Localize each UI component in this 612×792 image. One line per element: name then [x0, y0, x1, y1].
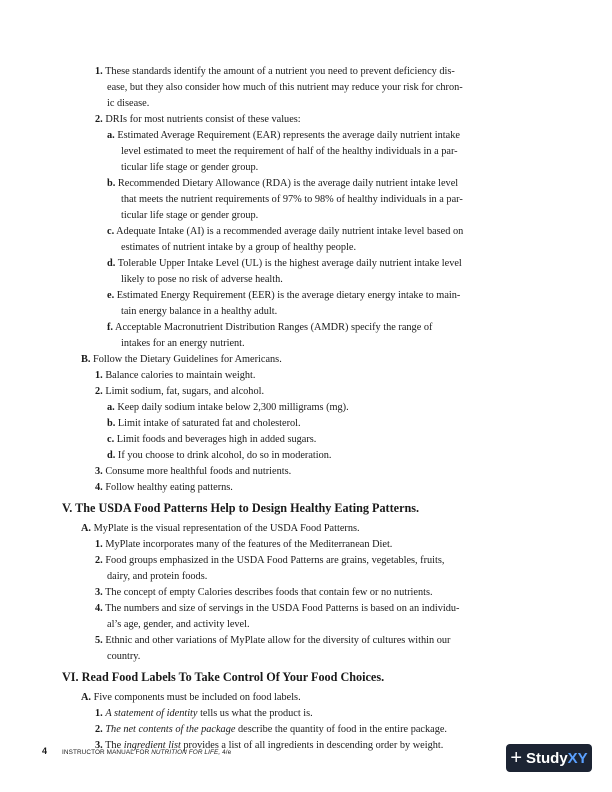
- list-item-continued: ticular life stage or gender group.: [121, 162, 259, 173]
- list-item: 3. Consume more healthful foods and nutrients.: [95, 466, 292, 477]
- list-item: 2. The net contents of the package describe the quantity of food in the entire package.: [95, 724, 448, 735]
- list-item: e. Estimated Energy Requirement (EER) is the average dietary energy intake to main-: [107, 290, 461, 301]
- studyxy-logo[interactable]: [506, 744, 592, 772]
- list-item-continued: that meets the nutrient requirements of 97% to 98% of healthy individuals in a par-: [121, 194, 463, 205]
- list-item: 1. MyPlate incorporates many of the features of the Mediterranean Diet.: [95, 539, 393, 550]
- list-item: 4. Follow healthy eating patterns.: [95, 482, 233, 493]
- list-item-continued: al’s age, gender, and activity level.: [107, 619, 250, 630]
- list-item-continued: ticular life stage or gender group.: [121, 210, 259, 221]
- section-heading: VI. Read Food Labels To Take Control Of Your Food Choices.: [62, 670, 385, 684]
- list-item: 3. The ingredient list provides a list of all ingredients in descending order by weight.: [95, 740, 444, 751]
- list-item-continued: likely to pose no risk of adverse health.: [121, 274, 283, 285]
- list-item-continued: intakes for an energy nutrient.: [121, 338, 245, 349]
- list-item: 2. Limit sodium, fat, sugars, and alcohol.: [95, 386, 265, 397]
- list-item-continued: ease, but they also consider how much of this nutrient may reduce your risk for chron-: [107, 82, 463, 93]
- list-item-continued: level estimated to meet the requirement of half of the healthy individuals in a par-: [121, 146, 458, 157]
- list-item: 4. The numbers and size of servings in the USDA Food Patterns is based on an individu-: [95, 603, 460, 614]
- list-item: b. Limit intake of saturated fat and cholesterol.: [107, 418, 301, 429]
- list-item-continued: ic disease.: [107, 98, 150, 109]
- section-heading: V. The USDA Food Patterns Help to Design Healthy Eating Patterns.: [62, 501, 420, 515]
- plus-icon: +: [510, 747, 522, 769]
- logo-text: StudyXY: [526, 749, 588, 767]
- list-item: b. Recommended Dietary Allowance (RDA) is the average daily nutrient intake level: [107, 178, 459, 189]
- page-number: 4: [42, 746, 48, 756]
- list-item: f. Acceptable Macronutrient Distribution Ranges (AMDR) specify the range of: [107, 322, 433, 333]
- list-item: 5. Ethnic and other variations of MyPlate allow for the diversity of cultures within our: [95, 635, 451, 646]
- list-item: A. Five components must be included on food labels.: [81, 692, 301, 703]
- list-item: B. Follow the Dietary Guidelines for Americans.: [81, 354, 282, 365]
- list-item: 2. DRIs for most nutrients consist of these values:: [95, 114, 301, 125]
- list-item-continued: estimates of nutrient intake by a group of healthy people.: [121, 242, 357, 253]
- list-item: c. Adequate Intake (AI) is a recommended average daily nutrient intake level based on: [107, 226, 464, 237]
- list-item: a. Estimated Average Requirement (EAR) represents the average daily nutrient intake: [107, 130, 460, 141]
- footer-text: INSTRUCTOR MANUAL FOR NUTRITION FOR LIFE, 4/e: [62, 749, 232, 756]
- list-item: 2. Food groups emphasized in the USDA Food Patterns are grains, vegetables, fruits,: [95, 555, 445, 566]
- list-item: A. MyPlate is the visual representation of the USDA Food Patterns.: [81, 523, 360, 534]
- list-item: d. If you choose to drink alcohol, do so in moderation.: [107, 450, 332, 461]
- list-item: a. Keep daily sodium intake below 2,300 milligrams (mg).: [107, 402, 349, 413]
- list-item: 1. These standards identify the amount of a nutrient you need to prevent deficiency dis-: [95, 66, 455, 77]
- list-item: d. Tolerable Upper Intake Level (UL) is the highest average daily nutrient intake level: [107, 258, 462, 269]
- list-item-continued: dairy, and protein foods.: [107, 571, 208, 582]
- list-item: 1. Balance calories to maintain weight.: [95, 370, 256, 381]
- list-item: 3. The concept of empty Calories describes foods that contain few or no nutrients.: [95, 587, 433, 598]
- list-item-continued: country.: [107, 651, 141, 662]
- list-item: c. Limit foods and beverages high in added sugars.: [107, 434, 317, 445]
- list-item-continued: tain energy balance in a healthy adult.: [121, 306, 278, 317]
- list-item: 1. A statement of identity tells us what the product is.: [95, 708, 313, 719]
